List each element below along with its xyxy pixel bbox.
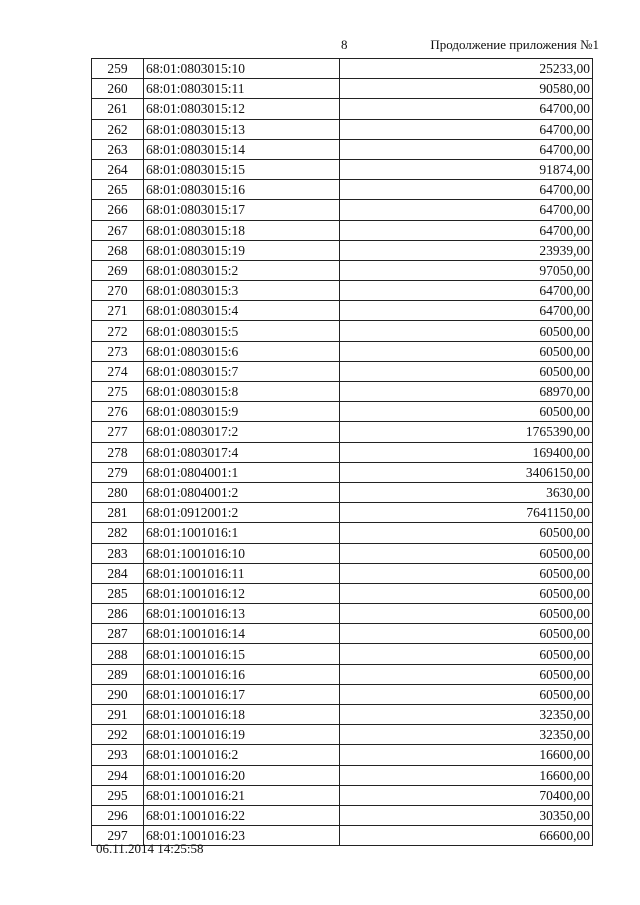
cadastral-number-cell: 68:01:1001016:23: [144, 826, 340, 846]
cadastral-value-cell: 66600,00: [340, 826, 593, 846]
table-row: [92, 563, 593, 583]
table-row: [92, 200, 593, 220]
row-number-cell: 296: [92, 805, 144, 825]
table-row: [92, 644, 593, 664]
row-number-cell: 287: [92, 624, 144, 644]
row-number-cell: 293: [92, 745, 144, 765]
row-number-cell: 262: [92, 119, 144, 139]
row-number-cell: 264: [92, 159, 144, 179]
cadastral-value-table: [91, 58, 593, 846]
cadastral-number-cell: 68:01:0803015:3: [144, 281, 340, 301]
cadastral-number-cell: 68:01:1001016:20: [144, 765, 340, 785]
cadastral-number-cell: 68:01:1001016:19: [144, 725, 340, 745]
row-number-cell: 272: [92, 321, 144, 341]
cadastral-number-cell: 68:01:0803015:2: [144, 260, 340, 280]
table-row: [92, 523, 593, 543]
page-header: [0, 37, 640, 55]
cadastral-number-cell: 68:01:1001016:11: [144, 563, 340, 583]
table-row: [92, 159, 593, 179]
row-number-cell: 274: [92, 361, 144, 381]
cadastral-value-cell: 25233,00: [340, 59, 593, 79]
cadastral-value-cell: 60500,00: [340, 583, 593, 603]
cadastral-number-cell: 68:01:0803015:13: [144, 119, 340, 139]
row-number-cell: 265: [92, 180, 144, 200]
table-row: [92, 705, 593, 725]
row-number-cell: 275: [92, 382, 144, 402]
row-number-cell: 295: [92, 785, 144, 805]
cadastral-value-cell: 60500,00: [340, 644, 593, 664]
cadastral-value-cell: 23939,00: [340, 240, 593, 260]
cadastral-number-cell: 68:01:0803015:18: [144, 220, 340, 240]
cadastral-value-cell: 97050,00: [340, 260, 593, 280]
table-row: [92, 402, 593, 422]
row-number-cell: 268: [92, 240, 144, 260]
row-number-cell: 266: [92, 200, 144, 220]
cadastral-value-cell: 60500,00: [340, 664, 593, 684]
table-row: [92, 139, 593, 159]
table-row: [92, 99, 593, 119]
cadastral-value-cell: 64700,00: [340, 139, 593, 159]
cadastral-number-cell: 68:01:1001016:17: [144, 684, 340, 704]
cadastral-number-cell: 68:01:0803015:4: [144, 301, 340, 321]
table-row: [92, 745, 593, 765]
cadastral-number-cell: 68:01:0912001:2: [144, 503, 340, 523]
row-number-cell: 280: [92, 482, 144, 502]
row-number-cell: 286: [92, 604, 144, 624]
cadastral-number-cell: 68:01:0803015:6: [144, 341, 340, 361]
table-row: [92, 543, 593, 563]
table-row: [92, 725, 593, 745]
row-number-cell: 267: [92, 220, 144, 240]
cadastral-value-cell: 64700,00: [340, 119, 593, 139]
cadastral-number-cell: 68:01:0803017:4: [144, 442, 340, 462]
cadastral-number-cell: 68:01:1001016:16: [144, 664, 340, 684]
table-row: [92, 442, 593, 462]
cadastral-number-cell: 68:01:0804001:1: [144, 462, 340, 482]
cadastral-number-cell: 68:01:0803015:15: [144, 159, 340, 179]
table-row: [92, 301, 593, 321]
row-number-cell: 276: [92, 402, 144, 422]
row-number-cell: 285: [92, 583, 144, 603]
row-number-cell: 292: [92, 725, 144, 745]
table-row: [92, 503, 593, 523]
cadastral-value-cell: 64700,00: [340, 200, 593, 220]
cadastral-number-cell: 68:01:1001016:15: [144, 644, 340, 664]
row-number-cell: 270: [92, 281, 144, 301]
cadastral-number-cell: 68:01:0803015:7: [144, 361, 340, 381]
cadastral-number-cell: 68:01:1001016:18: [144, 705, 340, 725]
table-row: [92, 785, 593, 805]
cadastral-number-cell: 68:01:0803015:14: [144, 139, 340, 159]
table-row: [92, 684, 593, 704]
cadastral-number-cell: 68:01:1001016:1: [144, 523, 340, 543]
table-row: [92, 79, 593, 99]
cadastral-value-cell: 7641150,00: [340, 503, 593, 523]
table-row: [92, 422, 593, 442]
table-row: [92, 240, 593, 260]
table-row: [92, 119, 593, 139]
cadastral-value-cell: 3630,00: [340, 482, 593, 502]
page-number: 8: [341, 37, 348, 52]
row-number-cell: 279: [92, 462, 144, 482]
table-row: [92, 220, 593, 240]
appendix-continuation-title: Продолжение приложения №1: [430, 37, 599, 52]
cadastral-number-cell: 68:01:0803015:9: [144, 402, 340, 422]
row-number-cell: 283: [92, 543, 144, 563]
cadastral-number-cell: 68:01:1001016:13: [144, 604, 340, 624]
cadastral-value-cell: 60500,00: [340, 604, 593, 624]
footer-timestamp: 06.11.2014 14:25:58: [96, 841, 204, 856]
row-number-cell: 282: [92, 523, 144, 543]
cadastral-value-cell: 60500,00: [340, 361, 593, 381]
row-number-cell: 269: [92, 260, 144, 280]
cadastral-value-cell: 70400,00: [340, 785, 593, 805]
cadastral-number-cell: 68:01:0803015:17: [144, 200, 340, 220]
cadastral-number-cell: 68:01:1001016:10: [144, 543, 340, 563]
cadastral-value-cell: 64700,00: [340, 220, 593, 240]
row-number-cell: 260: [92, 79, 144, 99]
cadastral-number-cell: 68:01:0803015:8: [144, 382, 340, 402]
cadastral-value-cell: 60500,00: [340, 321, 593, 341]
cadastral-number-cell: 68:01:0803015:5: [144, 321, 340, 341]
row-number-cell: 297: [92, 826, 144, 846]
cadastral-value-cell: 30350,00: [340, 805, 593, 825]
cadastral-number-cell: 68:01:0803015:10: [144, 59, 340, 79]
cadastral-value-cell: 16600,00: [340, 765, 593, 785]
row-number-cell: 289: [92, 664, 144, 684]
cadastral-value-cell: 3406150,00: [340, 462, 593, 482]
cadastral-value-cell: 60500,00: [340, 523, 593, 543]
row-number-cell: 291: [92, 705, 144, 725]
cadastral-number-cell: 68:01:1001016:12: [144, 583, 340, 603]
table-row: [92, 361, 593, 381]
table-row: [92, 260, 593, 280]
table-row: [92, 604, 593, 624]
table-row: [92, 462, 593, 482]
cadastral-number-cell: 68:01:0803017:2: [144, 422, 340, 442]
cadastral-number-cell: 68:01:0803015:19: [144, 240, 340, 260]
table-row: [92, 624, 593, 644]
cadastral-number-cell: 68:01:0803015:11: [144, 79, 340, 99]
cadastral-value-cell: 169400,00: [340, 442, 593, 462]
cadastral-value-cell: 64700,00: [340, 180, 593, 200]
cadastral-value-cell: 91874,00: [340, 159, 593, 179]
cadastral-number-cell: 68:01:1001016:14: [144, 624, 340, 644]
row-number-cell: 263: [92, 139, 144, 159]
cadastral-value-cell: 64700,00: [340, 281, 593, 301]
row-number-cell: 284: [92, 563, 144, 583]
table-row: [92, 180, 593, 200]
cadastral-number-cell: 68:01:1001016:21: [144, 785, 340, 805]
row-number-cell: 288: [92, 644, 144, 664]
cadastral-value-cell: 64700,00: [340, 99, 593, 119]
cadastral-value-cell: 60500,00: [340, 341, 593, 361]
cadastral-value-cell: 60500,00: [340, 543, 593, 563]
table-row: [92, 482, 593, 502]
row-number-cell: 273: [92, 341, 144, 361]
row-number-cell: 271: [92, 301, 144, 321]
row-number-cell: 290: [92, 684, 144, 704]
cadastral-number-cell: 68:01:0803015:12: [144, 99, 340, 119]
row-number-cell: 281: [92, 503, 144, 523]
row-number-cell: 277: [92, 422, 144, 442]
cadastral-number-cell: 68:01:0804001:2: [144, 482, 340, 502]
cadastral-value-cell: 64700,00: [340, 301, 593, 321]
cadastral-value-cell: 60500,00: [340, 563, 593, 583]
cadastral-value-cell: 60500,00: [340, 402, 593, 422]
table-row: [92, 321, 593, 341]
row-number-cell: 259: [92, 59, 144, 79]
table-body: [92, 59, 593, 846]
cadastral-value-cell: 32350,00: [340, 705, 593, 725]
cadastral-value-cell: 1765390,00: [340, 422, 593, 442]
table-row: [92, 805, 593, 825]
row-number-cell: 278: [92, 442, 144, 462]
cadastral-value-cell: 32350,00: [340, 725, 593, 745]
table-row: [92, 664, 593, 684]
table-row: [92, 583, 593, 603]
table-row: [92, 281, 593, 301]
row-number-cell: 294: [92, 765, 144, 785]
cadastral-number-cell: 68:01:1001016:2: [144, 745, 340, 765]
table-row: [92, 382, 593, 402]
cadastral-value-cell: 90580,00: [340, 79, 593, 99]
cadastral-value-cell: 16600,00: [340, 745, 593, 765]
table-row: [92, 59, 593, 79]
table-row: [92, 765, 593, 785]
cadastral-value-cell: 68970,00: [340, 382, 593, 402]
cadastral-value-cell: 60500,00: [340, 624, 593, 644]
row-number-cell: 261: [92, 99, 144, 119]
cadastral-value-cell: 60500,00: [340, 684, 593, 704]
cadastral-number-cell: 68:01:0803015:16: [144, 180, 340, 200]
table-row: [92, 341, 593, 361]
cadastral-number-cell: 68:01:1001016:22: [144, 805, 340, 825]
